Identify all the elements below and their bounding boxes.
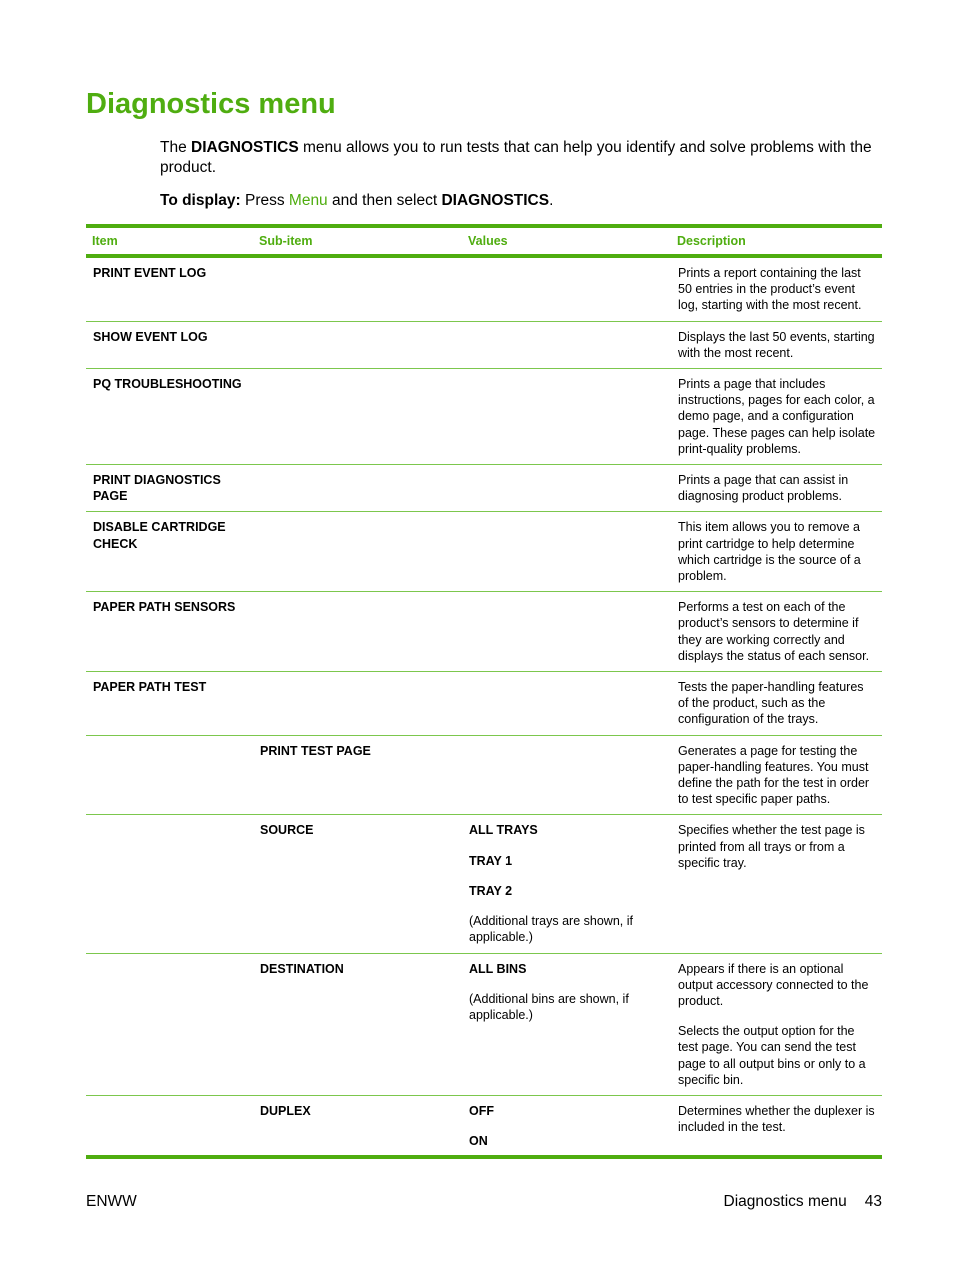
table-row (86, 465, 882, 512)
row-sub-item (253, 369, 462, 465)
row-values (462, 592, 671, 672)
row-values (462, 465, 671, 512)
row-item: SHOW EVENT LOG (86, 321, 253, 368)
value-entry: (Additional trays are shown, if applicable.) (469, 914, 633, 945)
display-end: . (549, 192, 554, 209)
row-item: PAPER PATH TEST (86, 672, 253, 736)
row-description (671, 465, 882, 512)
intro-text-end: menu allows you to run tests that can help you identify and solve problems with the product. (160, 139, 872, 176)
description-paragraph: Selects the output option for the test page. You can send the test page to all output bins or only to a specific bin. (678, 1024, 866, 1087)
row-values (462, 256, 671, 321)
menu-key-label: Menu (288, 192, 328, 209)
description-paragraph: Generates a page for testing the paper-handling features. You must define the path for the test in order to test specific paper paths. (678, 743, 870, 807)
row-sub-item (253, 672, 462, 736)
row-item (86, 735, 253, 815)
row-values (462, 1095, 671, 1157)
display-target: DIAGNOSTICS (441, 192, 550, 209)
row-description (671, 815, 882, 953)
header-sub-item: Sub-item (253, 226, 462, 256)
header-item: Item (86, 226, 253, 256)
description-paragraph: Prints a report containing the last 50 entries in the product’s event log, starting with the most recent. (678, 266, 862, 313)
row-sub-item (253, 321, 462, 368)
row-sub-item (253, 592, 462, 672)
table-row (86, 369, 882, 465)
value-entry: ALL TRAYS (469, 823, 538, 838)
description-paragraph: Appears if there is an optional output accessory connected to the product. (678, 961, 869, 1008)
row-sub-item: PRINT TEST PAGE (253, 735, 462, 815)
description-paragraph: Determines whether the duplexer is included in the test. (678, 1103, 875, 1135)
row-item: PRINT EVENT LOG (86, 256, 253, 321)
table-row (86, 321, 882, 368)
header-values: Values (462, 226, 671, 256)
row-description (671, 256, 882, 321)
value-entry: (Additional bins are shown, if applicable.) (469, 991, 629, 1022)
row-description (671, 1095, 882, 1157)
row-item (86, 815, 253, 953)
row-values (462, 672, 671, 736)
row-values (462, 953, 671, 1095)
row-values (462, 369, 671, 465)
row-sub-item (253, 256, 462, 321)
header-description: Description (671, 226, 882, 256)
row-item (86, 1095, 253, 1157)
page-title: Diagnostics menu (86, 88, 336, 120)
row-sub-item: DUPLEX (253, 1095, 462, 1157)
table-row (86, 592, 882, 672)
footer-section-name: Diagnostics menu (723, 1193, 847, 1210)
table-header (86, 226, 882, 256)
display-then-text: and then select (327, 192, 442, 209)
description-paragraph: Prints a page that can assist in diagnosing product problems. (678, 473, 849, 504)
row-values (462, 512, 671, 592)
intro-menu-name: DIAGNOSTICS (191, 139, 299, 156)
row-sub-item (253, 512, 462, 592)
table-row (86, 815, 882, 953)
description-paragraph: Specifies whether the test page is printed from all trays or from a specific tray. (678, 823, 865, 870)
row-values (462, 815, 671, 953)
row-item: DISABLE CARTRIDGE CHECK (86, 512, 253, 592)
description-paragraph: Prints a page that includes instructions, pages for each color, a demo page, and a configuration page. These pages can help isolate print-quality problems. (678, 377, 876, 456)
row-item: PQ TROUBLESHOOTING (86, 369, 253, 465)
footer-left-label: ENWW (86, 1193, 137, 1210)
table-body (86, 256, 882, 1157)
table-row (86, 672, 882, 736)
row-item: PRINT DIAGNOSTICS PAGE (86, 465, 253, 512)
table-row (86, 953, 882, 1095)
row-sub-item (253, 465, 462, 512)
diagnostics-table (86, 224, 882, 1159)
row-description (671, 735, 882, 815)
table-row (86, 512, 882, 592)
row-item: PAPER PATH SENSORS (86, 592, 253, 672)
description-paragraph: This item allows you to remove a print cartridge to help determine which cartridge is the source of a problem. (678, 520, 861, 584)
value-entry: TRAY 1 (469, 853, 513, 868)
row-sub-item: SOURCE (253, 815, 462, 953)
row-sub-item: DESTINATION (253, 953, 462, 1095)
row-description (671, 369, 882, 465)
row-description (671, 321, 882, 368)
row-description (671, 512, 882, 592)
value-entry: ON (469, 1134, 488, 1149)
table-row (86, 735, 882, 815)
description-paragraph: Performs a test on each of the product’s sensors to determine if they are working correctly and displays the status of each sensor. (678, 600, 870, 663)
display-label: To display: (160, 192, 241, 209)
row-description (671, 592, 882, 672)
value-entry: ALL BINS (469, 961, 527, 976)
row-item (86, 953, 253, 1095)
row-values (462, 735, 671, 815)
footer-right (724, 1193, 882, 1211)
display-press-text: Press (240, 192, 289, 209)
intro-paragraph (160, 138, 880, 178)
value-entry: TRAY 2 (469, 883, 513, 898)
table-row (86, 1095, 882, 1157)
display-instruction (160, 191, 553, 211)
description-paragraph: Tests the paper-handling features of the product, such as the configuration of the trays. (678, 680, 864, 727)
value-entry: OFF (469, 1103, 494, 1118)
intro-text-start: The (160, 139, 192, 156)
row-values (462, 321, 671, 368)
table-row (86, 256, 882, 321)
row-description (671, 953, 882, 1095)
table-header-row (86, 226, 882, 256)
row-description (671, 672, 882, 736)
description-paragraph: Displays the last 50 events, starting with the most recent. (678, 329, 875, 360)
page-number: 43 (864, 1193, 882, 1210)
